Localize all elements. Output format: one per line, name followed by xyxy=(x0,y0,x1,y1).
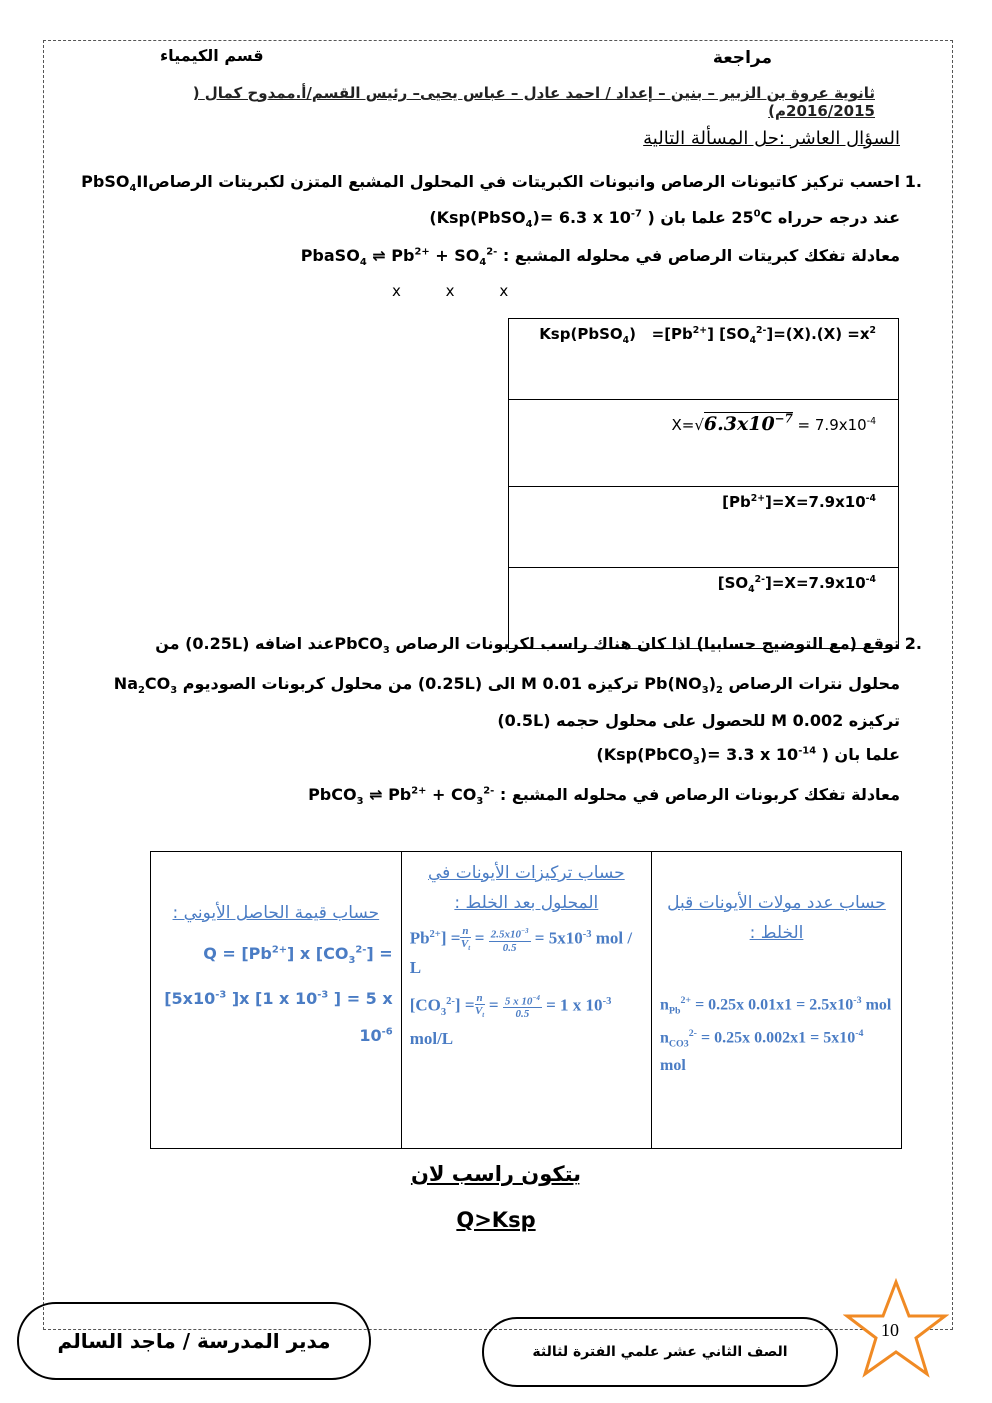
p2-line4-text: علما بان ( xyxy=(821,745,900,764)
p2-line3: تركيزه 0.002 M للحصول على محلول حجمه (0.5L) xyxy=(497,711,900,730)
p2-line4 xyxy=(596,745,900,767)
p1-line1 xyxy=(81,172,922,195)
p2-solution-table xyxy=(150,851,902,1149)
school-info: ثانوية عروة بن الزبير – بنين – إعداد / احمد عادل – عباس يحيى– رئيس القسم/أ.ممدوح كمال xyxy=(204,84,875,102)
table-row: $X=√6.3x10^{-7} = 7.9x10^{-4}$ xyxy=(509,400,899,487)
table-row: $[SO_4^{2-}]=X=7.9x10^{-4}$ xyxy=(509,568,899,649)
p1-formula1: PbSO$_4$II xyxy=(81,172,149,195)
department-label: قسم الكيمياء xyxy=(160,46,264,65)
x-label: x xyxy=(445,282,455,300)
page-number: 10 xyxy=(881,1320,899,1340)
p1-line3 xyxy=(301,246,900,268)
p1-line3-text: معادلة تفكك كبريتات الرصاص في محلوله المشبع : xyxy=(502,246,900,265)
conc-co3: $[CO_3^{2-}]$ = n $V_t$ = 5 x $10^{-4}$ 0.5 = 1 x $10^{-3}$ mol/L xyxy=(409,991,612,1048)
col-concentrations-title: حساب تركيزات الأيونات في المحلول بعد الخلط : xyxy=(428,863,625,913)
col-moles-title: حساب عدد مولات الأيونات قبل الخلط : xyxy=(667,893,886,943)
moles-pb: $n_{Pb}^{2+} = 0.25x$ $0.01x1 = 2.5x10^{-3}$ mol xyxy=(659,995,892,1017)
col-ionic-product-body: $Q = [Pb^{2+}]$ x $[CO_3^{2-}] = [5x10^{-3}$ ]x [1 x $10^{-3}$ ] = 5 x $10^{-6}$ xyxy=(164,944,393,1046)
question-heading: السؤال العاشر :حل المسألة التالية xyxy=(643,128,900,149)
p2-line2-text: محلول نترات الرصاص $Pb(NO_3)_2$ تركيزه 0.01 M الى (0.25L) من محلول كربونات الصوديوم $Na_2CO_3$ xyxy=(113,674,900,697)
page-number-badge xyxy=(843,1278,949,1378)
conc-pb: $Pb^{2+}$] = n $V_t$ = $2.5x10^{-3}$ $0.5 = 5x10^{-3}$ mol / L xyxy=(409,924,633,977)
col-ionic-product xyxy=(151,852,402,1149)
p1-line1-text: احسب تركيز كاتيونات الرصاص وانيونات الكبريتات في المحلول المشبع المتزن لكبريتات الرصاص xyxy=(148,172,900,191)
principal-label xyxy=(17,1302,371,1380)
p2-line1 xyxy=(155,634,922,657)
p2-equation: PbCO$_3$ ⇌ $Pb^{2+} + CO_3^{2-}$ xyxy=(308,785,495,808)
p2-line2 xyxy=(114,674,900,696)
conclusion-line1: يتكون راسب لان xyxy=(410,1162,582,1186)
p1-line2-text: عند درجه حرراه $25^0C$ علما بان ( xyxy=(647,208,900,227)
col-moles xyxy=(651,852,901,1149)
col-concentrations xyxy=(401,852,651,1149)
p2-number: .2 xyxy=(904,634,922,653)
col-ionic-product-title: حساب قيمة الحاصل الأيوني : xyxy=(172,903,380,923)
p2-line1-text: توقع (مع التوضيح حسابيا) اذا كان هناك راسب لكربونات الرصاص PbCO$_3$عند اضافه (0.25L) من xyxy=(155,634,900,657)
school-line xyxy=(90,84,875,120)
table-row: $[Pb^{2+}]=X=7.9x10^{-4}$ xyxy=(509,487,899,568)
table-row: Ksp(PbSO$_4$) $=[Pb^{2+}]$ $[SO_4^{2-}]=(X).(X) =x^2$ xyxy=(509,319,899,400)
p1-equation: PbaSO$_4$ ⇌ $Pb^{2+} + SO_4^{2-}$ xyxy=(300,246,498,269)
school-year: ( 2016/2015م) xyxy=(192,84,875,120)
principal-text: مدير المدرسة / ماجد السالم xyxy=(57,1329,331,1353)
p1-x-row xyxy=(392,282,508,300)
x-label: x xyxy=(392,282,401,300)
p1-number: .1 xyxy=(904,172,922,191)
grade-text: الصف الثاني عشر علمي الفترة لثالثة xyxy=(532,1344,788,1360)
page-title: مراجعة xyxy=(712,48,772,68)
p2-ksp-value: (Ksp(PbCO$_3$)= 3.3 x $10^{-14}$ xyxy=(596,745,817,768)
grade-label xyxy=(482,1317,838,1387)
conclusion-line2: Q>Ksp xyxy=(456,1208,536,1232)
p1-ksp-value: (Ksp(PbSO$_4$)= 6.3 x $10^{-7}$ xyxy=(429,208,642,231)
p1-solution-table xyxy=(508,318,899,649)
x-label: x xyxy=(499,282,509,300)
p2-line5-text: معادلة تفكك كربونات الرصاص في محلوله المشبع : xyxy=(499,785,900,804)
moles-co3: $n_{CO3}^{2-} = 0.25x$ $0.002x1 = 5x10^{-4}$ mol xyxy=(659,1027,864,1075)
p1-line2 xyxy=(429,208,900,230)
p2-line5 xyxy=(308,785,900,807)
